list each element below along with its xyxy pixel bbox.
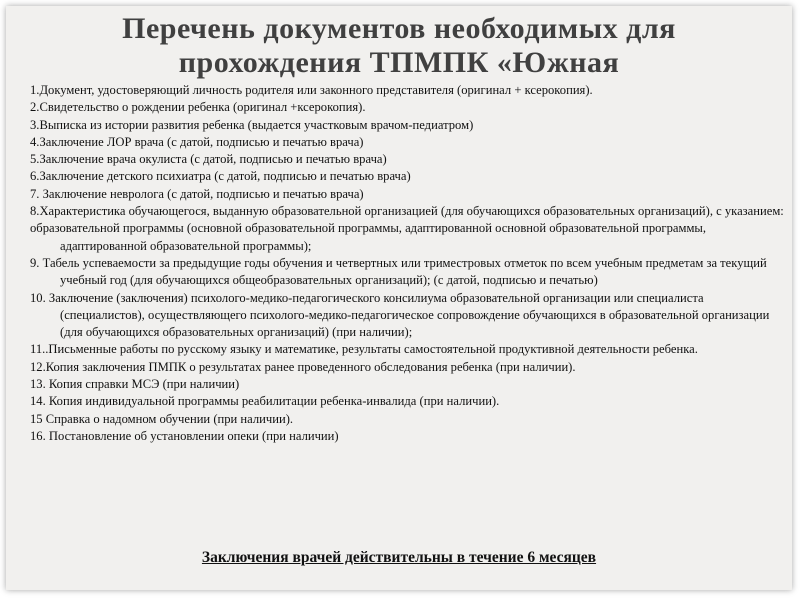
title-line-1: Перечень документов необходимых для <box>122 12 676 45</box>
document-list-item: 9. Табель успеваемости за предыдущие годы обучения и четвертных или триместровых отметок по всем учебным предметам за текущий учебный год (для обучающихся общеобразовательных организаций); (с датой, подписью и печатью) <box>30 255 767 288</box>
document-list-item: 6.Заключение детского психиатра (с датой, подписью и печатью врача) <box>30 169 411 184</box>
document-list-item: 13. Копия справки МСЭ (при наличии) <box>30 377 240 392</box>
document-list-item: 15 Справка о надомном обучении (при наличии). <box>30 411 294 426</box>
document-list-item: 16. Постановление об установлении опеки (при наличии) <box>30 428 339 443</box>
validity-note: Заключения врачей действительны в течение 6 месяцев <box>201 549 597 566</box>
document-list-item: 7. Заключение невролога (с датой, подписью и печатью врача) <box>30 186 364 201</box>
document-list <box>30 82 785 445</box>
document-list-item: образовательной программы (основной образовательной программы, адаптированной основной образовательной программы, адаптированной образовательной программы); <box>30 221 707 253</box>
document-list-item: 14. Копия индивидуальной программы реабилитации ребенка-инвалида (при наличии). <box>30 394 500 409</box>
title-line-2: прохождения ТПМПК «Южная <box>178 46 620 79</box>
document-list-item: 11..Письменные работы по русскому языку и математике, результаты самостоятельной продуктивной деятельности ребенка. <box>30 342 698 357</box>
document-list-item: 12.Копия заключения ПМПК о результатах ранее проведенного обследования ребенка (при наличии). <box>30 359 576 374</box>
document-list-item: 8.Характеристика обучающегося, выданную образовательной организацией (для обучающихся образовательных организаций), с указанием: <box>30 204 784 219</box>
document-list-item: 1.Документ, удостоверяющий личность родителя или законного представителя (оригинал + ксерокопия). <box>30 83 593 97</box>
slide <box>6 6 792 590</box>
document-list-item: 10. Заключение (заключения) психолого-медико-педагогического консилиума образовательной организации или специалиста (специалистов), осуществляющего психолого-медико-педагогическое сопровождение обучающихся в образовательной организации (для обучающихся образовательных организаций) (при наличии); <box>30 290 770 340</box>
document-list-item: 4.Заключение ЛОР врача (с датой, подписью и печатью врача) <box>30 134 364 149</box>
document-list-item: 5.Заключение врача окулиста (с датой, подписью и печатью врача) <box>30 152 387 167</box>
slide-title <box>6 6 792 80</box>
document-list-item: 2.Свидетельство о рождении ребенка (оригинал +ксерокопия). <box>30 100 366 115</box>
document-list-item: 3.Выписка из истории развития ребенка (выдается участковым врачом-педиатром) <box>30 117 474 132</box>
